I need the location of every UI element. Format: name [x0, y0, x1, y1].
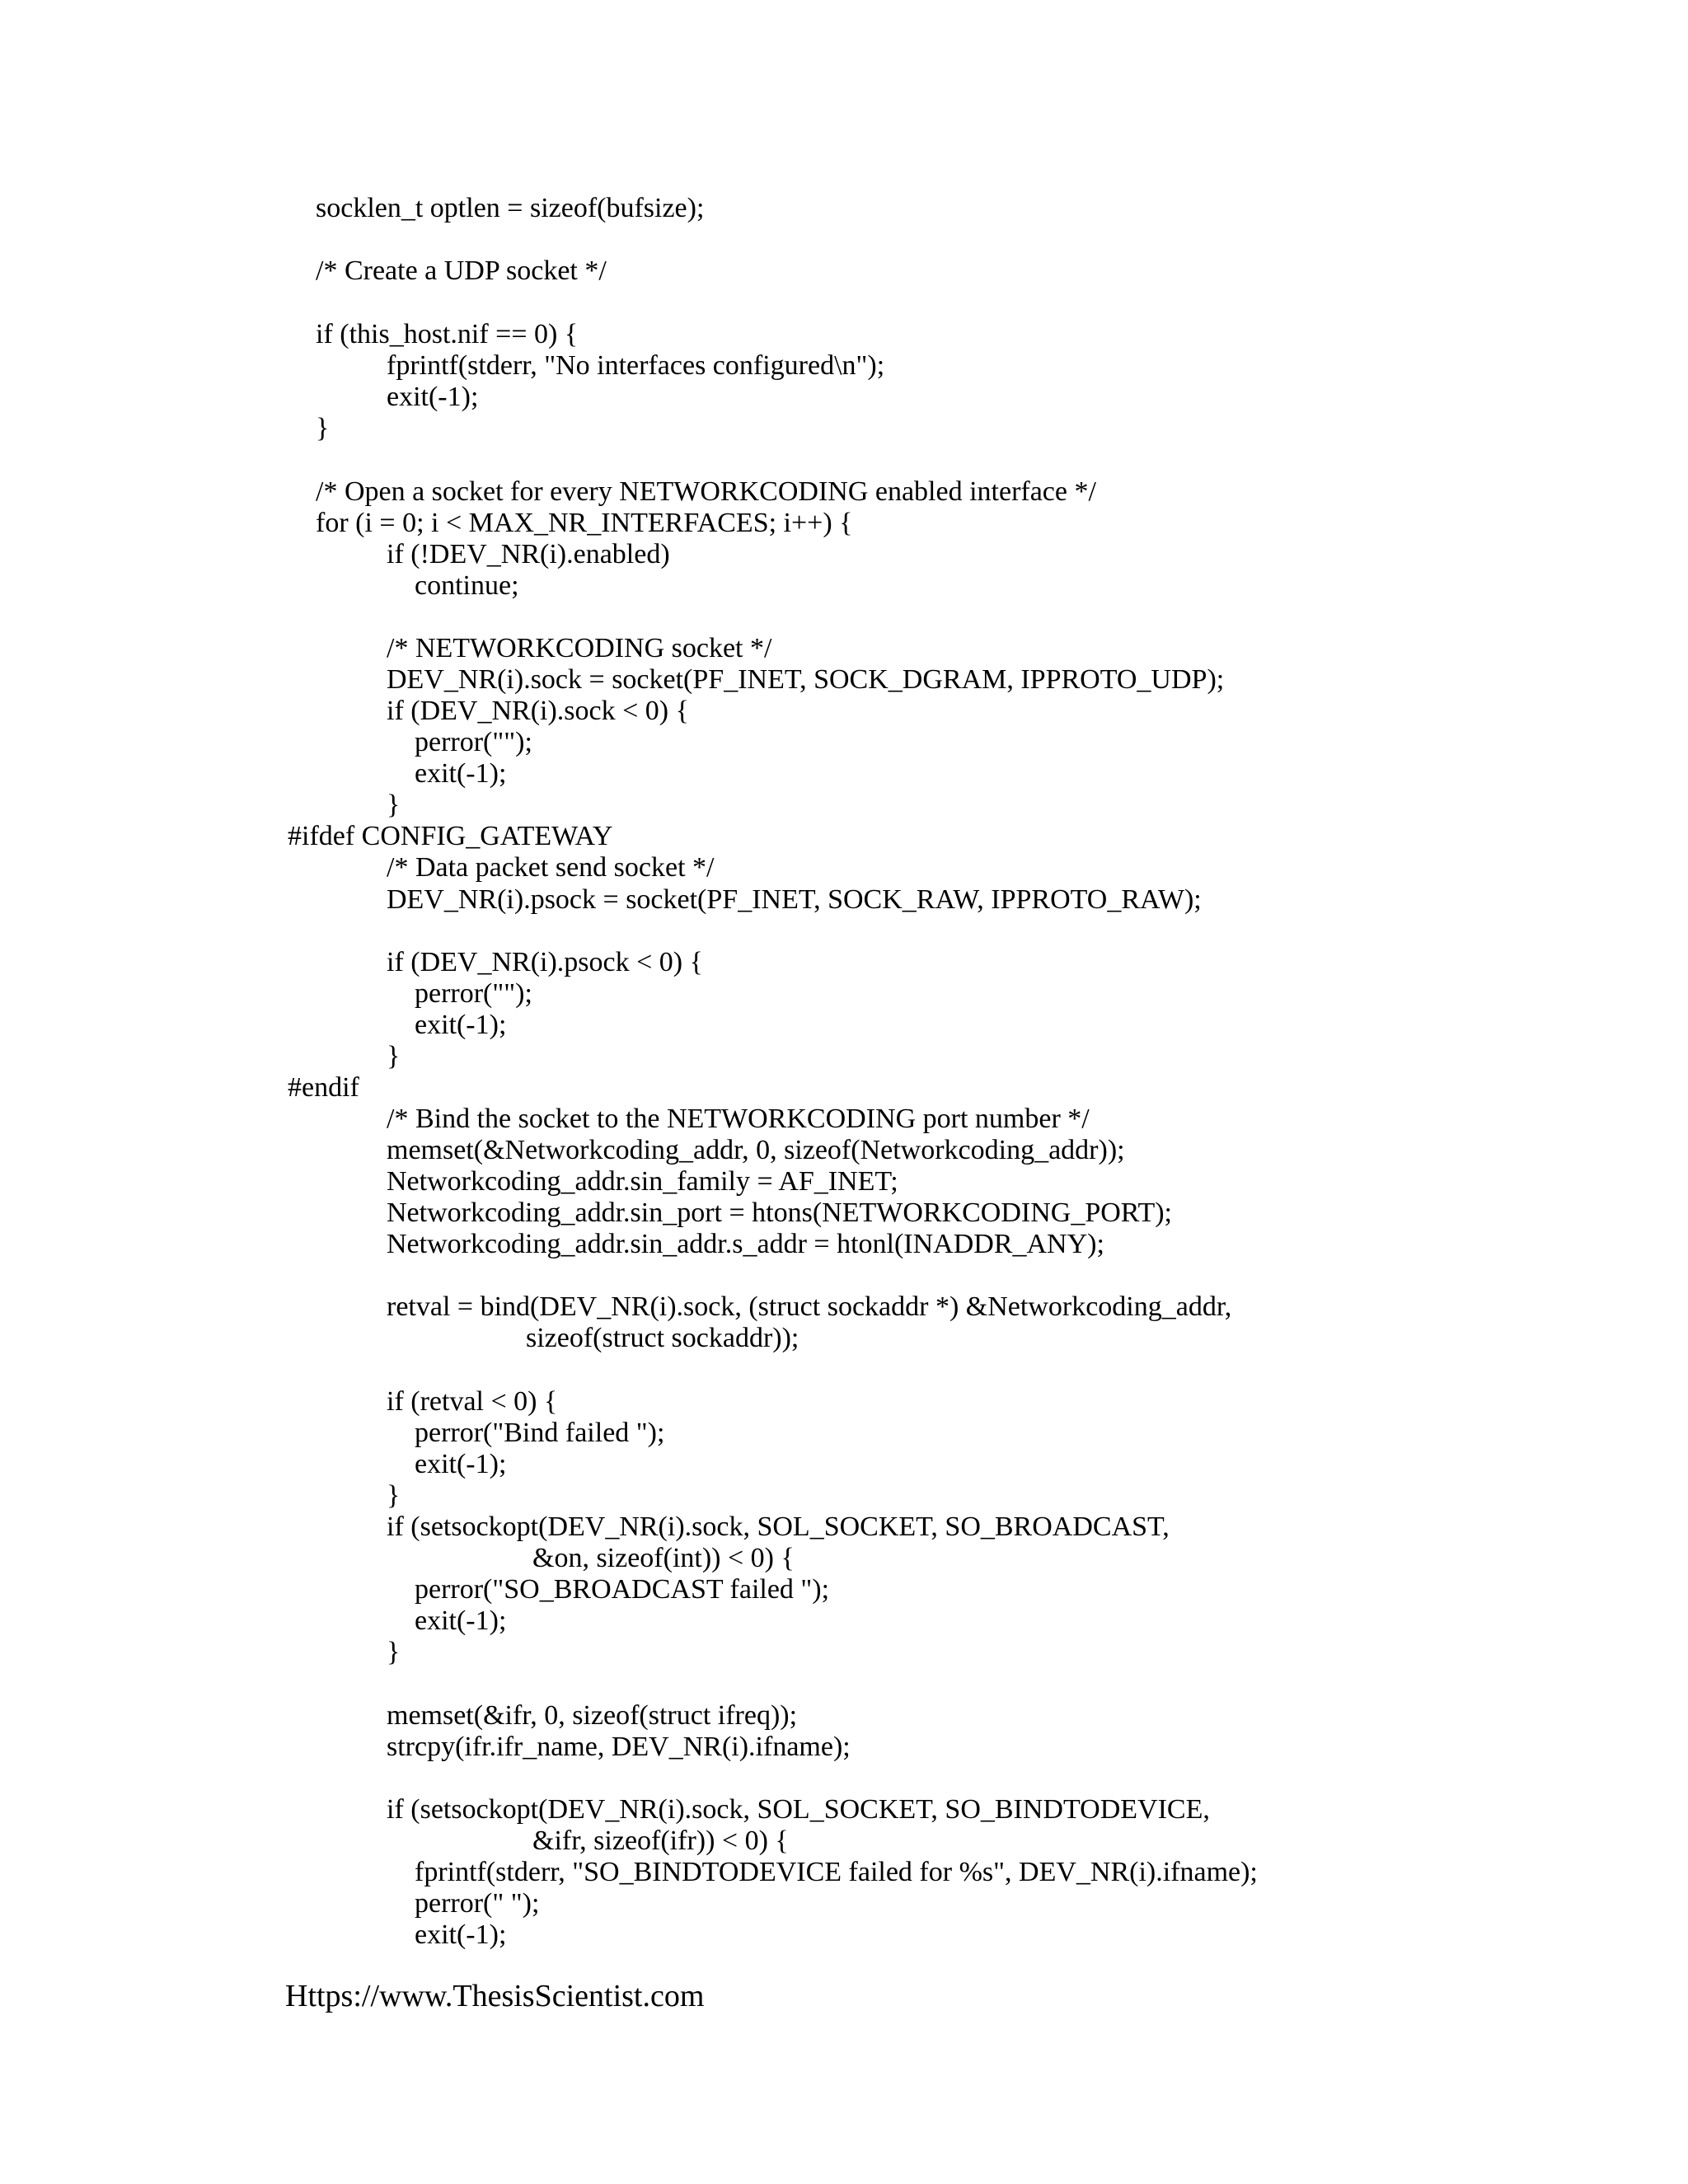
- code-line: exit(-1);: [415, 1010, 507, 1040]
- code-line: }: [387, 1041, 401, 1071]
- code-line: }: [316, 413, 330, 443]
- code-line: DEV_NR(i).psock = socket(PF_INET, SOCK_RAW, IPPROTO_RAW);: [387, 884, 1202, 915]
- code-line: fprintf(stderr, "No interfaces configured\n");: [387, 350, 885, 381]
- code-line: perror("");: [415, 978, 532, 1009]
- code-line: &on, sizeof(int)) < 0) {: [532, 1543, 795, 1573]
- code-line: exit(-1);: [415, 758, 507, 789]
- code-line: strcpy(ifr.ifr_name, DEV_NR(i).ifname);: [387, 1732, 851, 1762]
- code-line: if (this_host.nif == 0) {: [316, 319, 579, 349]
- code-line: exit(-1);: [415, 1449, 507, 1479]
- code-line: Networkcoding_addr.sin_family = AF_INET;: [387, 1166, 898, 1197]
- code-line: if (DEV_NR(i).psock < 0) {: [387, 947, 703, 977]
- code-line: /* Open a socket for every NETWORKCODING enabled interface */: [316, 476, 1096, 507]
- code-line: socklen_t optlen = sizeof(bufsize);: [316, 193, 705, 223]
- code-line: /* NETWORKCODING socket */: [387, 633, 772, 663]
- code-line: Networkcoding_addr.sin_addr.s_addr = htonl(INADDR_ANY);: [387, 1229, 1104, 1259]
- code-line: Networkcoding_addr.sin_port = htons(NETWORKCODING_PORT);: [387, 1197, 1172, 1228]
- code-line: continue;: [415, 570, 519, 601]
- code-line: perror("SO_BROADCAST failed ");: [415, 1574, 830, 1605]
- code-line: retval = bind(DEV_NR(i).sock, (struct sockaddr *) &Networkcoding_addr,: [387, 1291, 1232, 1322]
- code-line: memset(&Networkcoding_addr, 0, sizeof(Networkcoding_addr));: [387, 1135, 1125, 1165]
- code-line: #endif: [288, 1072, 359, 1103]
- code-line: if (!DEV_NR(i).enabled): [387, 539, 670, 569]
- code-line: #ifdef CONFIG_GATEWAY: [288, 821, 613, 851]
- code-line: exit(-1);: [415, 1605, 507, 1636]
- code-line: if (setsockopt(DEV_NR(i).sock, SOL_SOCKET, SO_BROADCAST,: [387, 1511, 1170, 1542]
- code-line: }: [387, 1637, 401, 1667]
- code-line: exit(-1);: [415, 1919, 507, 1950]
- code-line: exit(-1);: [387, 382, 479, 412]
- code-line: fprintf(stderr, "SO_BINDTODEVICE failed for %s", DEV_NR(i).ifname);: [415, 1857, 1258, 1887]
- code-line: sizeof(struct sockaddr));: [526, 1323, 799, 1353]
- code-line: perror("");: [415, 727, 532, 757]
- code-line: if (retval < 0) {: [387, 1386, 558, 1417]
- code-line: DEV_NR(i).sock = socket(PF_INET, SOCK_DGRAM, IPPROTO_UDP);: [387, 664, 1225, 695]
- code-line: &ifr, sizeof(ifr)) < 0) {: [532, 1825, 789, 1856]
- code-line: if (DEV_NR(i).sock < 0) {: [387, 696, 689, 726]
- code-line: for (i = 0; i < MAX_NR_INTERFACES; i++) {: [316, 508, 853, 538]
- code-line: }: [387, 1480, 401, 1511]
- code-line: /* Data packet send socket */: [387, 852, 715, 883]
- code-line: }: [387, 790, 401, 820]
- code-line: perror(" ");: [415, 1888, 540, 1919]
- code-line: if (setsockopt(DEV_NR(i).sock, SOL_SOCKET, SO_BINDTODEVICE,: [387, 1794, 1210, 1825]
- code-line: memset(&ifr, 0, sizeof(struct ifreq));: [387, 1700, 798, 1731]
- code-line: perror("Bind failed ");: [415, 1418, 665, 1448]
- code-line: /* Create a UDP socket */: [316, 255, 607, 286]
- code-line: /* Bind the socket to the NETWORKCODING port number */: [387, 1104, 1090, 1134]
- footer-url: Https://www.ThesisScientist.com: [285, 1979, 705, 2013]
